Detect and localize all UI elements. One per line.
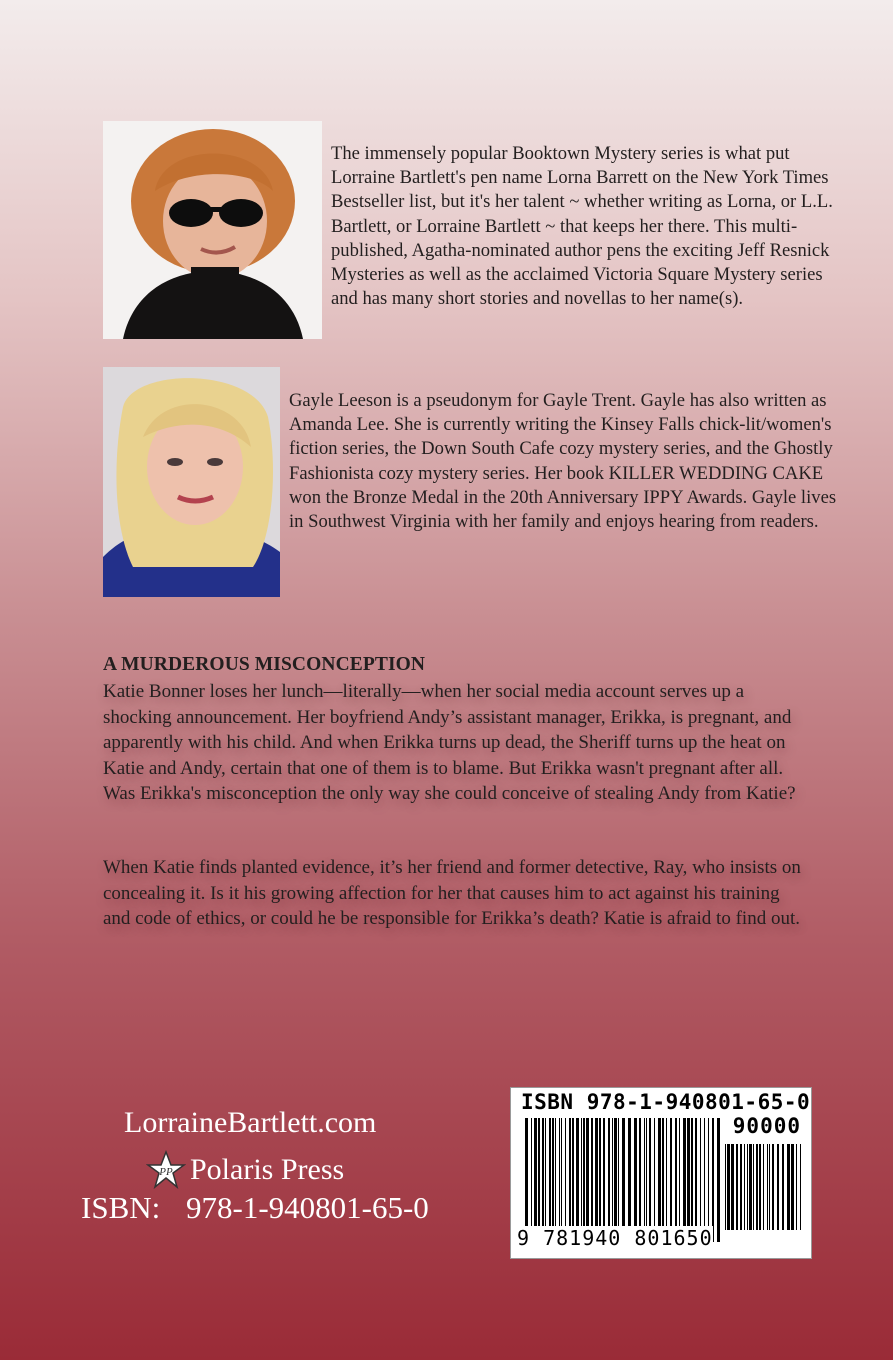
barcode-bar	[628, 1118, 631, 1242]
polaris-star-logo-icon	[146, 1150, 186, 1190]
author-photo-2	[103, 367, 280, 597]
logo-text: PP	[159, 1166, 173, 1178]
barcode-bar	[614, 1118, 617, 1242]
author-photo-sunglasses-icon	[103, 121, 322, 339]
barcode-digits: 9 781940 801650	[517, 1226, 713, 1250]
barcode-bar	[622, 1118, 625, 1242]
isbn-value: 978-1-940801-65-0	[186, 1190, 429, 1225]
barcode-bar	[747, 1144, 748, 1230]
barcode-bar	[791, 1144, 794, 1230]
barcode-bar	[704, 1118, 705, 1242]
author-bio-1: The immensely popular Booktown Mystery series is what put Lorraine Bartlett's pen name Lorna Barrett on the New York Times Bestseller list, but it's her talent ~ whether writing as Lorna, or L.L. Bartlett, or Lorraine Bartlett ~ that keeps her there. This multi-published, Agatha-nominated author pens the exciting Jeff Resnick Mysteries as well as the acclaimed Victoria Square Mystery series and has many short stories and novellas to her name(s).	[331, 143, 833, 310]
barcode-bar	[675, 1118, 677, 1242]
barcode-bar	[555, 1118, 556, 1242]
barcode-bar	[561, 1118, 562, 1242]
barcode-bar	[769, 1144, 770, 1230]
barcode-bar	[763, 1144, 764, 1230]
barcode-bar	[618, 1118, 619, 1242]
website-link[interactable]: LorraineBartlett.com	[124, 1106, 377, 1139]
barcode-bar	[583, 1118, 585, 1242]
barcode-bar	[572, 1118, 574, 1242]
barcode-bar	[654, 1118, 655, 1242]
barcode-bar	[717, 1118, 720, 1242]
barcode-bar	[545, 1118, 546, 1242]
barcode-bar	[599, 1118, 601, 1242]
barcode-bar	[787, 1144, 790, 1230]
barcode-bar	[576, 1118, 579, 1242]
isbn-label: ISBN:	[81, 1190, 161, 1225]
barcode-bar	[549, 1118, 551, 1242]
isbn-line	[81, 1190, 429, 1226]
barcode-bar	[603, 1118, 605, 1242]
barcode-bar	[591, 1118, 593, 1242]
author-photo-blonde-icon	[103, 367, 280, 597]
barcode-bar	[759, 1144, 761, 1230]
barcode-bar	[534, 1118, 537, 1242]
barcode-bar	[753, 1144, 754, 1230]
barcode-bar	[646, 1118, 647, 1242]
barcode-bar	[608, 1118, 610, 1242]
barcode-bar	[695, 1118, 697, 1242]
author-bio-2: Gayle Leeson is a pseudonym for Gayle Trent. Gayle has also written as Amanda Lee. She is currently writing the Kinsey Falls chick-lit/women's fiction series, the Down South Cafe cozy mystery series, and the Ghostly Fashionista cozy mystery series. Her book KILLER WEDDING CAKE won the Bronze Medal in the 20th Anniversary IPPY Awards. Gayle lives in Southwest Virginia with her family and enjoys hearing from readers.	[289, 390, 837, 533]
barcode-bar	[670, 1118, 672, 1242]
barcode-price-code: 90000	[732, 1114, 801, 1138]
barcode-bar	[700, 1118, 701, 1242]
barcode-bar	[581, 1118, 582, 1242]
barcode-isbn-text: ISBN 978-1-940801-65-0	[521, 1090, 811, 1114]
barcode-bar	[612, 1118, 613, 1242]
barcode-bars-icon	[525, 1118, 721, 1242]
barcode-bar	[772, 1144, 774, 1230]
barcode-bar	[569, 1118, 571, 1242]
barcode-bar	[644, 1118, 645, 1242]
description-heading: A MURDEROUS MISCONCEPTION	[103, 654, 426, 675]
barcode-bar	[552, 1118, 554, 1242]
barcode-bar	[679, 1118, 680, 1242]
barcode-bar	[595, 1118, 598, 1242]
barcode-bar	[531, 1118, 532, 1242]
barcode-bar	[782, 1144, 784, 1230]
barcode-bar	[586, 1118, 589, 1242]
price-barcode-bars-icon	[725, 1144, 801, 1230]
barcode-bar	[749, 1144, 752, 1230]
barcode-bar	[708, 1118, 709, 1242]
barcode-bar	[649, 1118, 651, 1242]
barcode-bar	[666, 1118, 667, 1242]
barcode-bar	[559, 1118, 560, 1242]
publisher-name: Polaris Press	[190, 1153, 345, 1186]
barcode-bar	[639, 1118, 641, 1242]
barcode	[510, 1087, 812, 1259]
barcode-bar	[731, 1144, 734, 1230]
barcode-bar	[727, 1144, 730, 1230]
barcode-bar	[525, 1118, 528, 1242]
barcode-bar	[800, 1144, 801, 1230]
barcode-bar	[736, 1144, 738, 1230]
barcode-bar	[542, 1118, 544, 1242]
publisher	[146, 1150, 344, 1190]
barcode-bar	[658, 1118, 661, 1242]
author-photo-1	[103, 121, 322, 339]
barcode-bar	[634, 1118, 637, 1242]
barcode-bar	[683, 1118, 686, 1242]
barcode-bar	[756, 1144, 758, 1230]
description-paragraph-2: When Katie finds planted evidence, it’s her friend and former detective, Ray, who insists on concealing it. Is it his growing affection for her that causes him to act against his training and code of ethics, or could he be responsible for Erikka’s death? Katie is afraid to find out.	[103, 857, 801, 929]
barcode-bar	[725, 1144, 726, 1230]
barcode-bar	[744, 1144, 745, 1230]
barcode-bar	[767, 1144, 768, 1230]
barcode-bar	[796, 1144, 797, 1230]
barcode-bar	[691, 1118, 693, 1242]
barcode-bar	[777, 1144, 779, 1230]
barcode-bar	[687, 1118, 690, 1242]
barcode-bar	[538, 1118, 540, 1242]
barcode-bar	[662, 1118, 664, 1242]
barcode-bar	[712, 1118, 714, 1242]
barcode-bar	[565, 1118, 566, 1242]
barcode-bar	[740, 1144, 742, 1230]
description-paragraph-1: Katie Bonner loses her lunch—literally—when her social media account serves up a shocking announcement. Her boyfriend Andy’s assistant manager, Erikka, is pregnant, and apparently with his child. And when Erikka turns up dead, the Sheriff turns up the heat on Katie and Andy, certain that one of them is to blame. But Erikka wasn't pregnant after all. Was Erikka's misconception the only way she could conceive of stealing Andy from Katie?	[103, 681, 796, 804]
